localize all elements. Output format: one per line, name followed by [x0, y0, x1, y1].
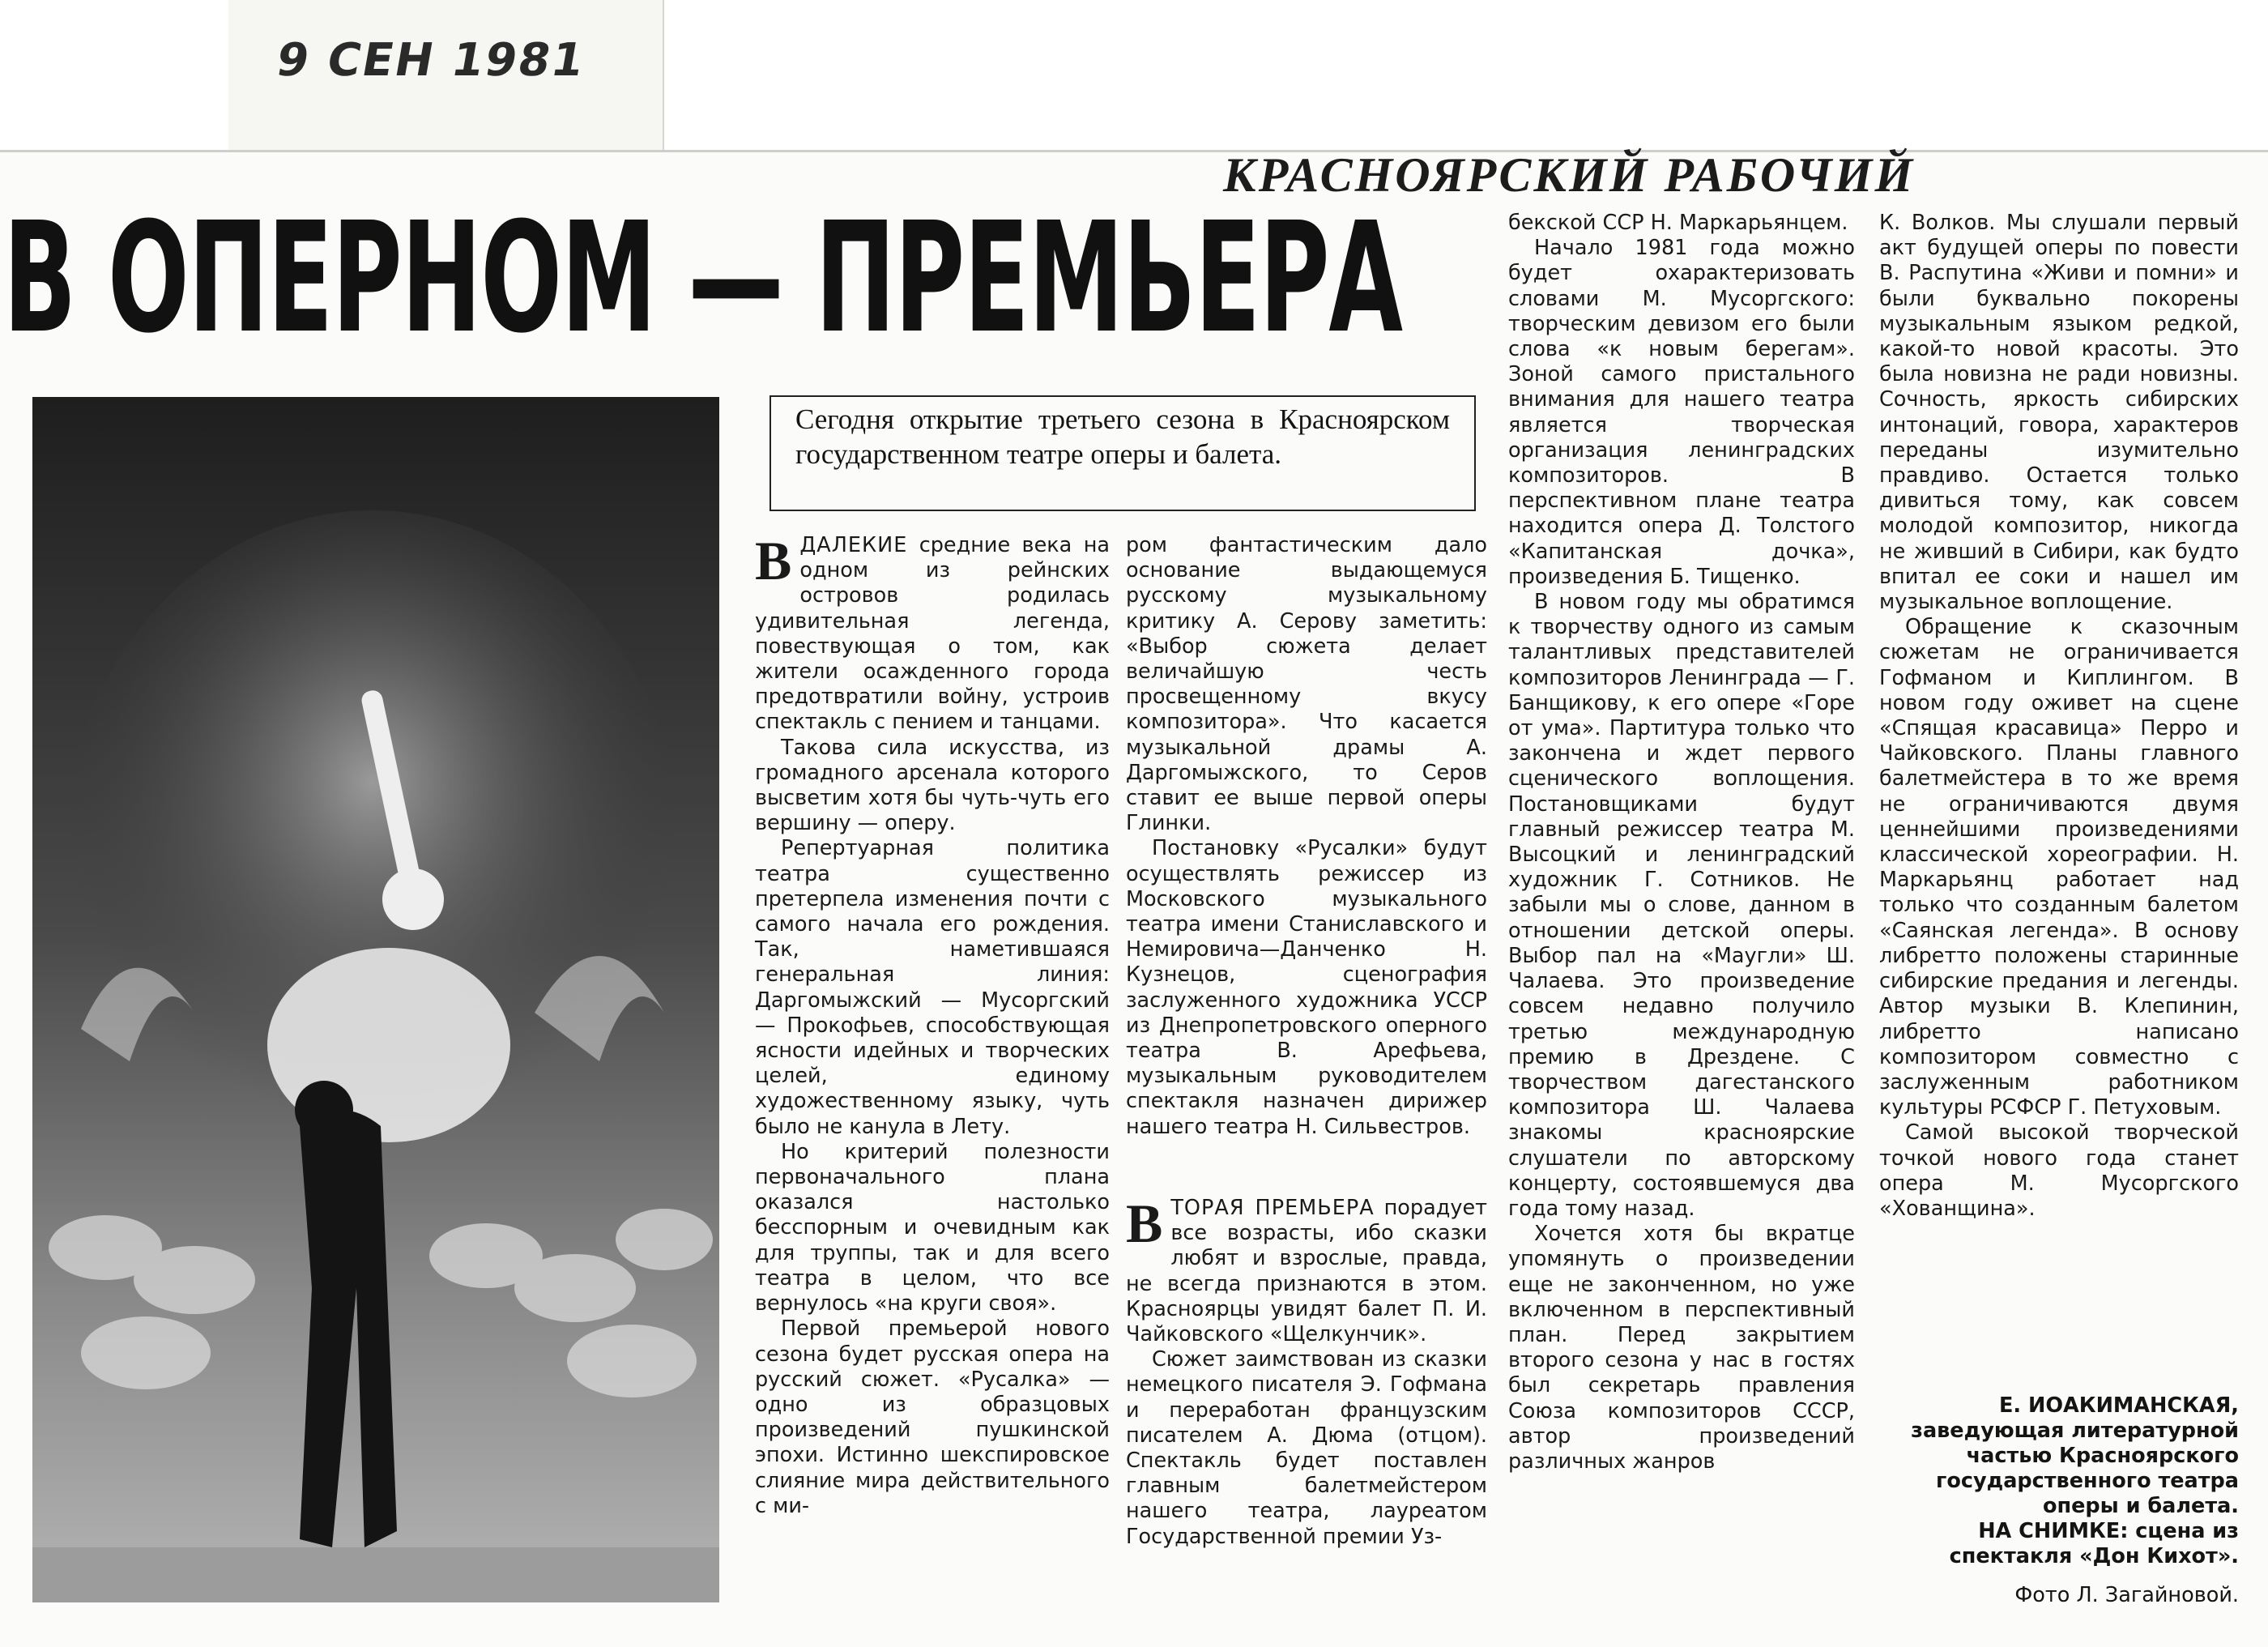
author-signature: [1879, 1393, 2239, 1569]
paragraph: К. Волков. Мы слушали первый акт будущей оперы по повести В. Распутина «Живи и помни» и были буквально покорены музыкальным языком редкой, какой-то новой красоты. Это была новизна не ради новизны. Сочность, яркость сибирских интонаций, говора, характеров переданы изумительно правдиво. Остается только дивиться тому, как совсем молодой композитор, никогда не живший в Сибири, как будто впитал ее соки и нашел им музыкальное воплощение.: [1879, 211, 2239, 615]
paragraph: Самой высокой творческой точкой нового года станет опера М. Мусоргского «Хованщина».: [1879, 1120, 2239, 1221]
paragraph: Начало 1981 года можно будет охарактеризовать словами М. Мусоргского: творческим девизом его были слова «к новым берегам». Зоной самого пристального внимания для нашего театра является творческая организация ленинградских композиторов. В перспективном плане театра находится опера Д. Толстого «Капитанская дочка», произведения Б. Тищенко.: [1508, 236, 1855, 589]
paragraph: Такова сила искусства, из громадного арсенала которого высветим хотя бы чуть-чуть его вершину — оперу.: [755, 735, 1110, 836]
paragraph-text: порадует все возрасты, ибо сказки любят и взрослые, правда, не всегда признаются в этом. Красноярцы увидят балет П. И. Чайковского «Щелкунчик».: [1126, 1196, 1487, 1347]
author-name: Е. ИОАКИМАНСКАЯ,: [1999, 1393, 2239, 1418]
photo-credit: Фото Л. Загайновой.: [2014, 1583, 2239, 1607]
paragraph: [755, 530, 1110, 736]
paragraph: В новом году мы обратимся к творчеству одного из самым талантливых представителей композиторов Ленинграда — Г. Банщикову, к его опере «Горе от ума». Партитура только что закончена и ждет первого сценического воплощения. Постановщиками будут главный режиссер театра М. Высоцкий и ленинградский художник Г. Сотников. Не забыли мы о слове, данном в отношении детской оперы. Выбор пал на «Маугли» Ш. Чалаева. Это произведение совсем недавно получило третью международную премию в Дрездене. С творчеством дагестанского композитора Ш. Чалаева знакомы красноярские слушатели по авторскому концерту, состоявшемуся два года тому назад.: [1508, 590, 1855, 1221]
paragraph: Сюжет заимствован из сказки немецкого писателя Э. Гофмана и переработан французским писателем А. Дюма (отцом). Спектакль будет поставлен главным балетмейстером нашего театра, лауреатом Государственной премии Уз-: [1126, 1347, 1487, 1549]
article-column-1: [755, 530, 1110, 1519]
date-stamp-text: 9 СЕН 1981: [272, 34, 590, 87]
paragraph: Обращение к сказочным сюжетам не ограничивается Гофманом и Киплингом. В новом году оживет на сцене «Спящая красавица» Перро и Чайковского. Планы главного балетмейстера в то же время не ограничиваются двумя ценнейшими произведениями классической хореографии. Н. Маркарьянц работает над только что созданным балетом «Саянская легенда». В основу либретто положены старинные сибирские предания и легенды. Автор музыки В. Клепинин, либретто написано композитором совместно с заслуженным работником культуры РСФСР Г. Петуховым.: [1879, 615, 2239, 1120]
paragraph: ром фантастическим дало основание выдающемуся русскому музыкальному критику А. Серову заметить: «Выбор сюжета делает величайшую честь просвещенному вкусу композитора». Что касается музыкальной драмы А. Даргомыжского, то Серов ставит ее выше первой оперы Глинки.: [1126, 533, 1487, 836]
lead-box: [770, 395, 1476, 511]
article-headline: В ОПЕРНОМ — ПРЕМЬЕРА: [3, 190, 1402, 367]
article-column-4: [1879, 211, 2239, 1222]
paragraph: Постановку «Русалки» будут осуществлять режиссер из Московского музыкального театра имени Станиславского и Немировича—Данченко Н. Кузнецов, сценография заслуженного художника УССР из Днепропетровского оперного театра В. Арефьева, музыкальным руководителем спектакля назначен дирижер нашего театра Н. Сильвестров.: [1126, 836, 1487, 1139]
article-column-2: [1126, 533, 1487, 1140]
photo-caption-text: сцена из спектакля «Дон Кихот».: [1949, 1519, 2239, 1568]
paragraph-lead-in: ТОРАЯ ПРЕМЬЕРА: [1170, 1196, 1375, 1220]
paragraph-text: средние века на одном из рейнских островов родилась удивительная легенда, повествующая о том, как жители осажденного города предотвратили войну, устроив спектакль с пением и танцами.: [755, 533, 1110, 735]
paragraph: Репертуарная политика театра существенно претерпела изменения почти с самого начала его рождения. Так, наметившаяся генеральная линия: Даргомыжский — Мусоргский — Прокофьев, способствующая ясности идейных и творческих целей, единому художественному языку, чуть было не канула в Лету.: [755, 836, 1110, 1139]
newspaper-title: КРАСНОЯРСКИЙ РАБОЧИЙ: [1223, 148, 1916, 202]
author-position: заведующая литературной частью Красноярского государственного театра оперы и балета.: [1911, 1419, 2239, 1518]
ballet-photo: [32, 397, 719, 1602]
lead-text: Сегодня открытие третьего сезона в Красноярском государственном театре оперы и балета.: [795, 403, 1450, 470]
article-column-2-continued: [1126, 1193, 1487, 1550]
paragraph: [1126, 1193, 1487, 1347]
photo-caption: [1879, 1519, 2239, 1569]
article-column-3: [1508, 211, 1855, 1474]
photo-caption-label: НА СНИМКЕ:: [1978, 1519, 2129, 1543]
paragraph: Первой премьерой нового сезона будет русская опера на русский сюжет. «Русалка» — одно из образцовых произведений пушкинской эпохи. Истинно шекспировское слияние мира действительного с ми-: [755, 1316, 1110, 1518]
drop-cap: В: [755, 530, 792, 591]
paragraph: Но критерий полезности первоначального плана оказался настолько бесспорным и очевидным как для труппы, так и для всего театра в целом, что все вернулось «на круги своя».: [755, 1139, 1110, 1316]
date-stamp: [228, 0, 664, 154]
paragraph: бекской ССР Н. Маркарьянцем.: [1508, 211, 1848, 235]
drop-cap: В: [1126, 1193, 1163, 1254]
paragraph: Хочется хотя бы вкратце упомянуть о произведении еще не законченном, но уже включенном в перспективный план. Перед закрытием второго сезона у нас в гостях был секретарь правления Союза композиторов СССР, автор произведений различных жанров: [1508, 1222, 1855, 1474]
paragraph-lead-in: ДАЛЕКИЕ: [799, 533, 908, 557]
